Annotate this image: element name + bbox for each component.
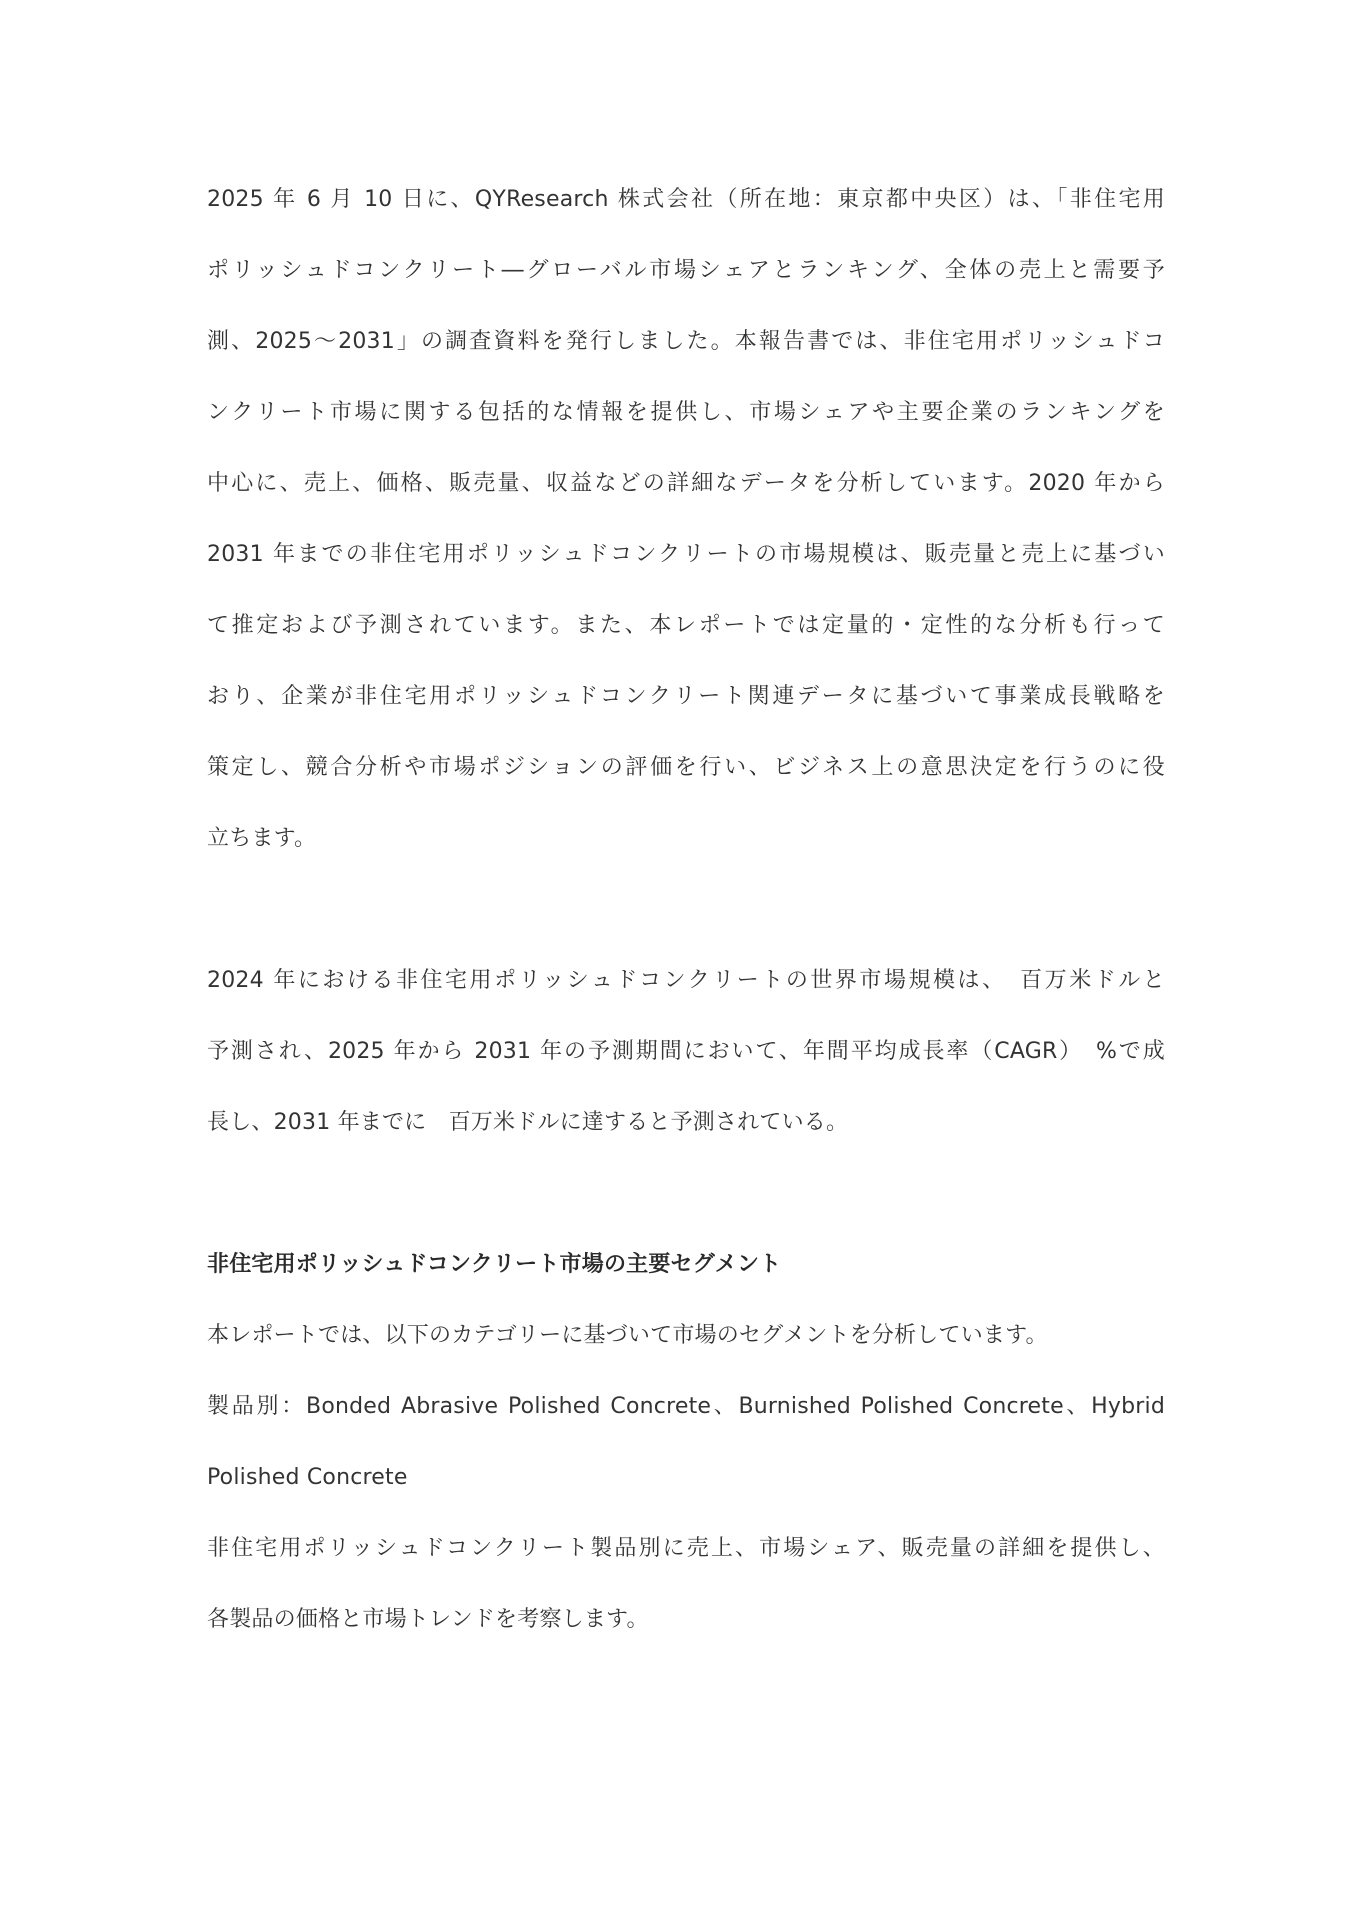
description-line: 非住宅用ポリッシュドコンクリート製品別に売上、市場シェア、販売量の詳細を提供し、: [207, 1536, 1165, 1561]
paragraph-line: ンクリート市場に関する包括的な情報を提供し、市場シェアや主要企業のランキングを: [207, 400, 1165, 425]
paragraph-line: 予測され、2025 年から 2031 年の予測期間において、年間平均成長率（CAGR） %で成: [207, 1039, 1165, 1064]
paragraph-line: 測、2025～2031」の調査資料を発行しました。本報告書では、非住宅用ポリッシュドコ: [207, 329, 1165, 354]
section-intro: 本レポートでは、以下のカテゴリーに基づいて市場のセグメントを分析しています。: [207, 1323, 1048, 1348]
paragraph-line: 立ちます。: [207, 826, 317, 851]
section-heading: 非住宅用ポリッシュドコンクリート市場の主要セグメント: [207, 1252, 782, 1277]
paragraph-line: 2025 年 6 月 10 日に、QYResearch 株式会社（所在地：東京都中央区）は、「非住宅用: [207, 187, 1165, 212]
paragraph-line: 2024 年における非住宅用ポリッシュドコンクリートの世界市場規模は、 百万米ドルと: [207, 968, 1165, 993]
paragraph-line: 策定し、競合分析や市場ポジションの評価を行い、ビジネス上の意思決定を行うのに役: [207, 755, 1165, 780]
paragraph-line: おり、企業が非住宅用ポリッシュドコンクリート関連データに基づいて事業成長戦略を: [207, 684, 1165, 709]
paragraph-line: 中心に、売上、価格、販売量、収益などの詳細なデータを分析しています。2020 年から: [207, 471, 1165, 496]
description-line: 各製品の価格と市場トレンドを考察します。: [207, 1607, 649, 1632]
product-list-line: Polished Concrete: [207, 1465, 408, 1490]
product-list-line: 製品別：Bonded Abrasive Polished Concrete、Burnished Polished Concrete、Hybrid: [207, 1394, 1165, 1419]
paragraph-line: 長し、2031 年までに 百万米ドルに達すると予測されている。: [207, 1110, 849, 1135]
paragraph-line: 2031 年までの非住宅用ポリッシュドコンクリートの市場規模は、販売量と売上に基づい: [207, 542, 1165, 567]
paragraph-line: ポリッシュドコンクリート―グローバル市場シェアとランキング、全体の売上と需要予: [207, 258, 1165, 283]
paragraph-line: て推定および予測されています。また、本レポートでは定量的・定性的な分析も行って: [207, 613, 1165, 638]
